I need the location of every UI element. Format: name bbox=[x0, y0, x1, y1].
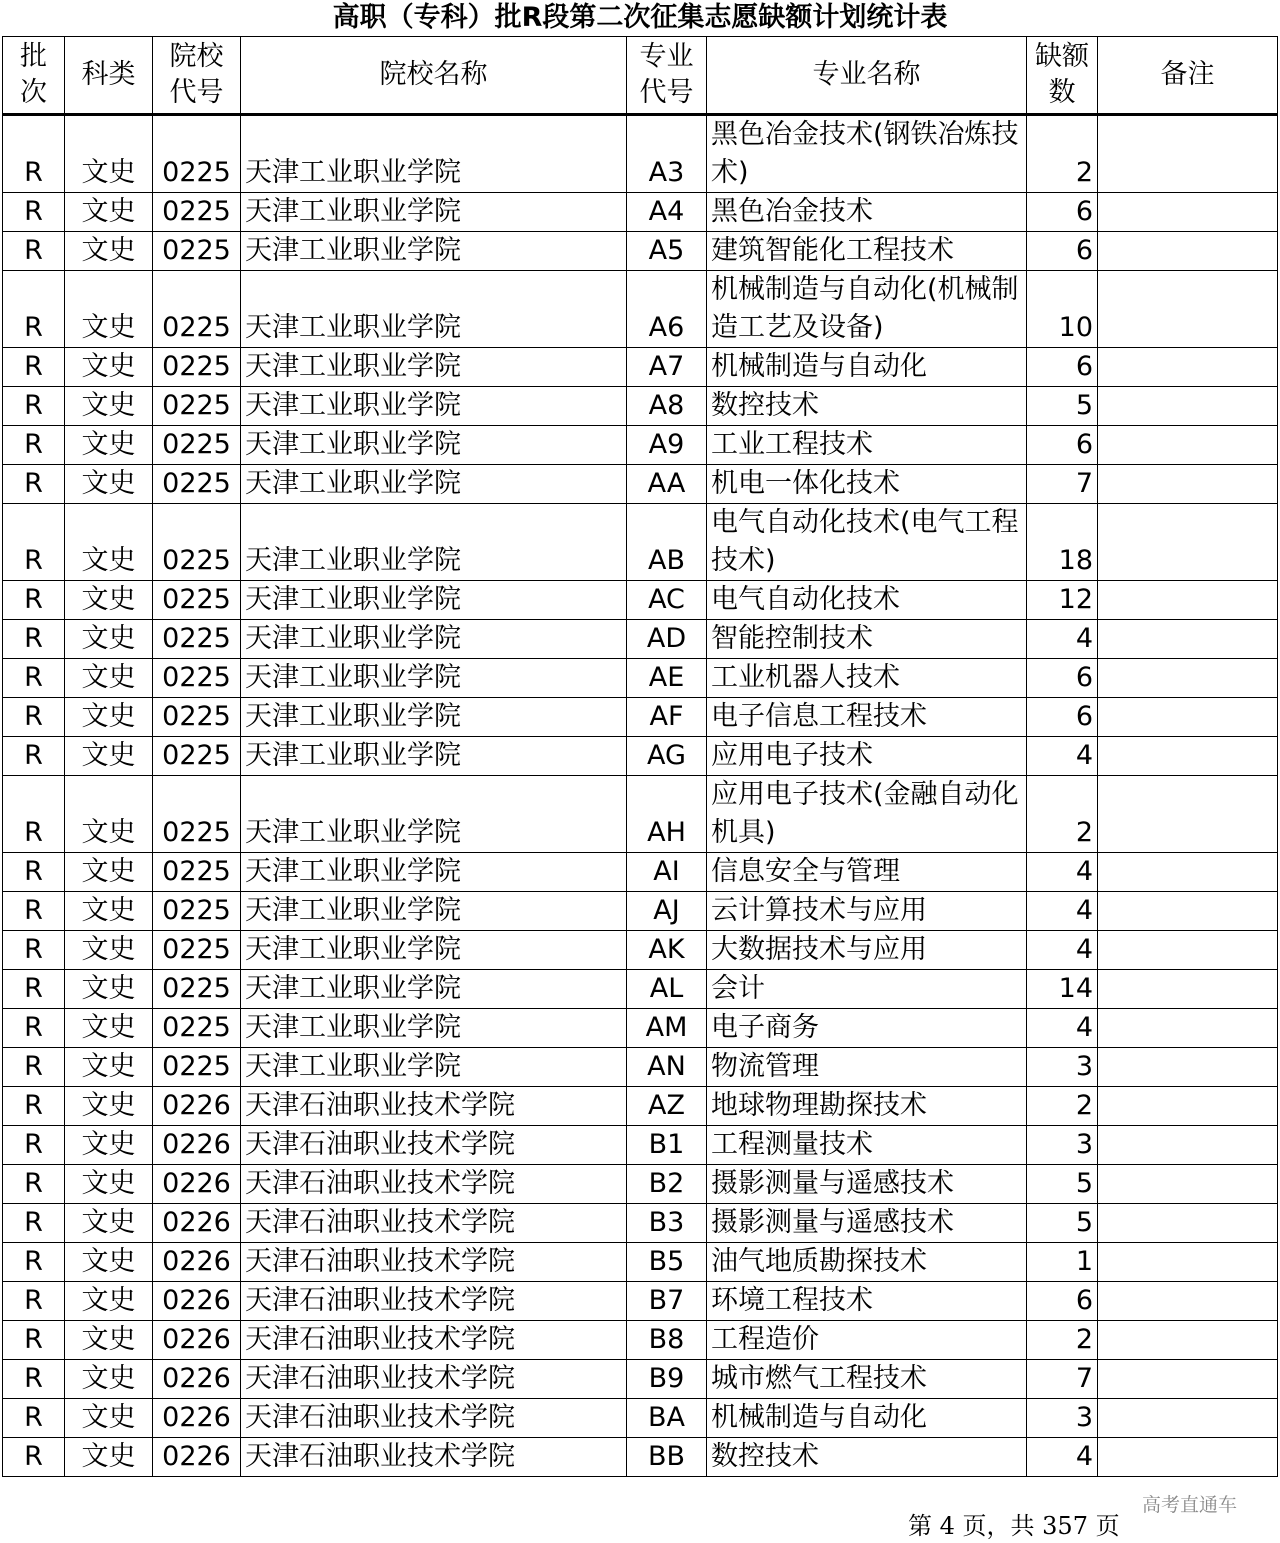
cell-batch: R bbox=[3, 348, 65, 387]
table-row bbox=[3, 1282, 1278, 1321]
cell-school-code: 0225 bbox=[153, 504, 241, 581]
cell-school-name: 天津工业职业学院 bbox=[241, 348, 627, 387]
cell-batch: R bbox=[3, 465, 65, 504]
cell-school-code: 0225 bbox=[153, 348, 241, 387]
cell-major-name: 信息安全与管理 bbox=[707, 853, 1027, 892]
cell-school-name: 天津工业职业学院 bbox=[241, 737, 627, 776]
cell-school-name: 天津石油职业技术学院 bbox=[241, 1165, 627, 1204]
cell-major-code: BA bbox=[627, 1399, 707, 1438]
table-row bbox=[3, 193, 1278, 232]
cell-major-code: AE bbox=[627, 659, 707, 698]
cell-vacancy: 4 bbox=[1027, 620, 1098, 659]
cell-batch: R bbox=[3, 737, 65, 776]
cell-category: 文史 bbox=[65, 1165, 153, 1204]
cell-major-code: AH bbox=[627, 776, 707, 853]
col-header-vacancy: 缺额数 bbox=[1027, 37, 1098, 115]
table-row bbox=[3, 1438, 1278, 1477]
col-header-major-name: 专业名称 bbox=[707, 37, 1027, 115]
cell-school-code: 0225 bbox=[153, 620, 241, 659]
cell-major-name: 摄影测量与遥感技术 bbox=[707, 1204, 1027, 1243]
cell-vacancy: 4 bbox=[1027, 892, 1098, 931]
cell-school-name: 天津工业职业学院 bbox=[241, 698, 627, 737]
cell-remark bbox=[1098, 853, 1278, 892]
cell-batch: R bbox=[3, 853, 65, 892]
cell-batch: R bbox=[3, 1165, 65, 1204]
cell-major-code: BB bbox=[627, 1438, 707, 1477]
cell-major-name: 物流管理 bbox=[707, 1048, 1027, 1087]
cell-category: 文史 bbox=[65, 387, 153, 426]
cell-batch: R bbox=[3, 1048, 65, 1087]
cell-batch: R bbox=[3, 1360, 65, 1399]
cell-category: 文史 bbox=[65, 776, 153, 853]
cell-category: 文史 bbox=[65, 426, 153, 465]
cell-remark bbox=[1098, 737, 1278, 776]
cell-major-code: AF bbox=[627, 698, 707, 737]
cell-school-code: 0225 bbox=[153, 1009, 241, 1048]
cell-school-code: 0226 bbox=[153, 1087, 241, 1126]
watermark: 高考直通车 bbox=[1142, 1494, 1238, 1516]
cell-school-code: 0225 bbox=[153, 115, 241, 193]
cell-vacancy: 4 bbox=[1027, 737, 1098, 776]
cell-major-name: 大数据技术与应用 bbox=[707, 931, 1027, 970]
table-row bbox=[3, 387, 1278, 426]
cell-school-name: 天津工业职业学院 bbox=[241, 271, 627, 348]
table-row bbox=[3, 776, 1278, 853]
cell-major-code: AJ bbox=[627, 892, 707, 931]
cell-school-code: 0225 bbox=[153, 1048, 241, 1087]
cell-category: 文史 bbox=[65, 970, 153, 1009]
cell-major-code: AD bbox=[627, 620, 707, 659]
table-body bbox=[3, 115, 1278, 1477]
cell-major-code: AG bbox=[627, 737, 707, 776]
cell-category: 文史 bbox=[65, 892, 153, 931]
page-footer: 第 4 页，共 357 页 bbox=[908, 1512, 1120, 1540]
table-row bbox=[3, 504, 1278, 581]
cell-school-name: 天津工业职业学院 bbox=[241, 504, 627, 581]
cell-major-code: B8 bbox=[627, 1321, 707, 1360]
table-row bbox=[3, 698, 1278, 737]
cell-category: 文史 bbox=[65, 271, 153, 348]
cell-remark bbox=[1098, 1399, 1278, 1438]
cell-batch: R bbox=[3, 115, 65, 193]
cell-major-name: 机电一体化技术 bbox=[707, 465, 1027, 504]
cell-remark bbox=[1098, 1165, 1278, 1204]
cell-school-name: 天津工业职业学院 bbox=[241, 232, 627, 271]
cell-major-name: 智能控制技术 bbox=[707, 620, 1027, 659]
cell-vacancy: 6 bbox=[1027, 1282, 1098, 1321]
cell-school-name: 天津工业职业学院 bbox=[241, 1009, 627, 1048]
cell-school-code: 0226 bbox=[153, 1438, 241, 1477]
cell-remark bbox=[1098, 1048, 1278, 1087]
col-header-school-code: 院校代号 bbox=[153, 37, 241, 115]
col-header-school-name: 院校名称 bbox=[241, 37, 627, 115]
table-row bbox=[3, 232, 1278, 271]
table-row bbox=[3, 737, 1278, 776]
cell-batch: R bbox=[3, 970, 65, 1009]
cell-category: 文史 bbox=[65, 1204, 153, 1243]
table-row bbox=[3, 659, 1278, 698]
cell-major-name: 摄影测量与遥感技术 bbox=[707, 1165, 1027, 1204]
cell-batch: R bbox=[3, 1399, 65, 1438]
cell-school-code: 0226 bbox=[153, 1165, 241, 1204]
cell-school-code: 0225 bbox=[153, 659, 241, 698]
cell-school-code: 0225 bbox=[153, 387, 241, 426]
cell-batch: R bbox=[3, 1321, 65, 1360]
cell-school-code: 0225 bbox=[153, 581, 241, 620]
cell-major-code: AB bbox=[627, 504, 707, 581]
table-row bbox=[3, 115, 1278, 193]
cell-category: 文史 bbox=[65, 737, 153, 776]
cell-vacancy: 2 bbox=[1027, 1087, 1098, 1126]
cell-major-code: AC bbox=[627, 581, 707, 620]
cell-major-code: AL bbox=[627, 970, 707, 1009]
cell-batch: R bbox=[3, 698, 65, 737]
cell-vacancy: 3 bbox=[1027, 1126, 1098, 1165]
cell-remark bbox=[1098, 698, 1278, 737]
cell-batch: R bbox=[3, 232, 65, 271]
cell-category: 文史 bbox=[65, 1126, 153, 1165]
table-row bbox=[3, 853, 1278, 892]
cell-remark bbox=[1098, 1204, 1278, 1243]
cell-category: 文史 bbox=[65, 931, 153, 970]
cell-major-code: B3 bbox=[627, 1204, 707, 1243]
cell-batch: R bbox=[3, 892, 65, 931]
cell-remark bbox=[1098, 426, 1278, 465]
cell-vacancy: 2 bbox=[1027, 776, 1098, 853]
cell-category: 文史 bbox=[65, 1243, 153, 1282]
header-row bbox=[3, 37, 1278, 115]
cell-remark bbox=[1098, 1126, 1278, 1165]
cell-major-name: 工业机器人技术 bbox=[707, 659, 1027, 698]
table-row bbox=[3, 892, 1278, 931]
cell-major-name: 云计算技术与应用 bbox=[707, 892, 1027, 931]
cell-major-code: A3 bbox=[627, 115, 707, 193]
cell-remark bbox=[1098, 193, 1278, 232]
cell-remark bbox=[1098, 1438, 1278, 1477]
cell-major-name: 应用电子技术(金融自动化机具) bbox=[707, 776, 1027, 853]
cell-category: 文史 bbox=[65, 1087, 153, 1126]
cell-category: 文史 bbox=[65, 465, 153, 504]
cell-school-name: 天津工业职业学院 bbox=[241, 193, 627, 232]
table-row bbox=[3, 1165, 1278, 1204]
cell-vacancy: 18 bbox=[1027, 504, 1098, 581]
cell-batch: R bbox=[3, 1243, 65, 1282]
cell-batch: R bbox=[3, 581, 65, 620]
page-title: 高职（专科）批R段第二次征集志愿缺额计划统计表 bbox=[332, 2, 948, 33]
cell-school-code: 0226 bbox=[153, 1204, 241, 1243]
table-row bbox=[3, 620, 1278, 659]
cell-major-name: 电子信息工程技术 bbox=[707, 698, 1027, 737]
cell-school-name: 天津工业职业学院 bbox=[241, 970, 627, 1009]
cell-remark bbox=[1098, 970, 1278, 1009]
cell-vacancy: 4 bbox=[1027, 1438, 1098, 1477]
cell-major-code: A9 bbox=[627, 426, 707, 465]
cell-vacancy: 1 bbox=[1027, 1243, 1098, 1282]
cell-school-name: 天津工业职业学院 bbox=[241, 387, 627, 426]
cell-major-name: 建筑智能化工程技术 bbox=[707, 232, 1027, 271]
cell-vacancy: 2 bbox=[1027, 115, 1098, 193]
cell-remark bbox=[1098, 1009, 1278, 1048]
cell-vacancy: 3 bbox=[1027, 1399, 1098, 1438]
cell-vacancy: 12 bbox=[1027, 581, 1098, 620]
cell-vacancy: 5 bbox=[1027, 387, 1098, 426]
cell-batch: R bbox=[3, 387, 65, 426]
cell-school-name: 天津石油职业技术学院 bbox=[241, 1321, 627, 1360]
table-row bbox=[3, 465, 1278, 504]
cell-remark bbox=[1098, 232, 1278, 271]
cell-category: 文史 bbox=[65, 504, 153, 581]
cell-school-name: 天津工业职业学院 bbox=[241, 659, 627, 698]
cell-vacancy: 6 bbox=[1027, 232, 1098, 271]
cell-major-name: 黑色冶金技术(钢铁冶炼技术) bbox=[707, 115, 1027, 193]
cell-batch: R bbox=[3, 1282, 65, 1321]
table-row bbox=[3, 1126, 1278, 1165]
cell-category: 文史 bbox=[65, 659, 153, 698]
cell-remark bbox=[1098, 271, 1278, 348]
cell-major-code: B2 bbox=[627, 1165, 707, 1204]
cell-school-name: 天津工业职业学院 bbox=[241, 853, 627, 892]
cell-vacancy: 2 bbox=[1027, 1321, 1098, 1360]
cell-major-name: 工程测量技术 bbox=[707, 1126, 1027, 1165]
cell-category: 文史 bbox=[65, 232, 153, 271]
cell-vacancy: 7 bbox=[1027, 1360, 1098, 1399]
cell-batch: R bbox=[3, 1204, 65, 1243]
cell-school-name: 天津工业职业学院 bbox=[241, 931, 627, 970]
cell-category: 文史 bbox=[65, 698, 153, 737]
cell-school-code: 0225 bbox=[153, 193, 241, 232]
cell-school-name: 天津工业职业学院 bbox=[241, 115, 627, 193]
table-row bbox=[3, 426, 1278, 465]
cell-vacancy: 6 bbox=[1027, 659, 1098, 698]
cell-school-code: 0225 bbox=[153, 853, 241, 892]
cell-school-code: 0226 bbox=[153, 1243, 241, 1282]
table-row bbox=[3, 970, 1278, 1009]
cell-vacancy: 5 bbox=[1027, 1165, 1098, 1204]
cell-major-name: 工程造价 bbox=[707, 1321, 1027, 1360]
cell-school-code: 0225 bbox=[153, 776, 241, 853]
cell-major-code: AZ bbox=[627, 1087, 707, 1126]
cell-category: 文史 bbox=[65, 620, 153, 659]
cell-school-name: 天津石油职业技术学院 bbox=[241, 1087, 627, 1126]
cell-major-name: 应用电子技术 bbox=[707, 737, 1027, 776]
cell-remark bbox=[1098, 659, 1278, 698]
cell-batch: R bbox=[3, 931, 65, 970]
cell-school-name: 天津石油职业技术学院 bbox=[241, 1204, 627, 1243]
cell-category: 文史 bbox=[65, 1282, 153, 1321]
cell-vacancy: 4 bbox=[1027, 931, 1098, 970]
cell-school-name: 天津工业职业学院 bbox=[241, 581, 627, 620]
cell-vacancy: 6 bbox=[1027, 426, 1098, 465]
cell-category: 文史 bbox=[65, 1399, 153, 1438]
cell-school-code: 0226 bbox=[153, 1282, 241, 1321]
cell-remark bbox=[1098, 1282, 1278, 1321]
cell-batch: R bbox=[3, 776, 65, 853]
table-row bbox=[3, 1399, 1278, 1438]
cell-major-name: 电子商务 bbox=[707, 1009, 1027, 1048]
cell-vacancy: 4 bbox=[1027, 1009, 1098, 1048]
cell-batch: R bbox=[3, 620, 65, 659]
cell-school-code: 0225 bbox=[153, 465, 241, 504]
cell-remark bbox=[1098, 892, 1278, 931]
cell-remark bbox=[1098, 776, 1278, 853]
cell-remark bbox=[1098, 931, 1278, 970]
cell-school-code: 0225 bbox=[153, 698, 241, 737]
cell-category: 文史 bbox=[65, 348, 153, 387]
cell-batch: R bbox=[3, 659, 65, 698]
cell-category: 文史 bbox=[65, 1360, 153, 1399]
cell-major-name: 机械制造与自动化 bbox=[707, 1399, 1027, 1438]
cell-school-code: 0225 bbox=[153, 232, 241, 271]
cell-major-code: A7 bbox=[627, 348, 707, 387]
cell-remark bbox=[1098, 581, 1278, 620]
cell-major-name: 机械制造与自动化 bbox=[707, 348, 1027, 387]
table-row bbox=[3, 1360, 1278, 1399]
cell-vacancy: 6 bbox=[1027, 698, 1098, 737]
cell-category: 文史 bbox=[65, 115, 153, 193]
cell-major-code: AK bbox=[627, 931, 707, 970]
cell-school-name: 天津工业职业学院 bbox=[241, 892, 627, 931]
col-header-batch: 批次 bbox=[3, 37, 65, 115]
col-header-category: 科类 bbox=[65, 37, 153, 115]
cell-vacancy: 5 bbox=[1027, 1204, 1098, 1243]
cell-school-code: 0225 bbox=[153, 737, 241, 776]
cell-category: 文史 bbox=[65, 1438, 153, 1477]
cell-major-name: 机械制造与自动化(机械制造工艺及设备) bbox=[707, 271, 1027, 348]
table-row bbox=[3, 581, 1278, 620]
cell-major-name: 电气自动化技术(电气工程技术) bbox=[707, 504, 1027, 581]
cell-category: 文史 bbox=[65, 1321, 153, 1360]
cell-remark bbox=[1098, 1321, 1278, 1360]
cell-school-code: 0225 bbox=[153, 426, 241, 465]
cell-school-name: 天津工业职业学院 bbox=[241, 620, 627, 659]
table-row bbox=[3, 1087, 1278, 1126]
cell-school-name: 天津工业职业学院 bbox=[241, 776, 627, 853]
cell-remark bbox=[1098, 387, 1278, 426]
cell-major-name: 城市燃气工程技术 bbox=[707, 1360, 1027, 1399]
cell-category: 文史 bbox=[65, 193, 153, 232]
col-header-remark: 备注 bbox=[1098, 37, 1278, 115]
cell-school-code: 0226 bbox=[153, 1399, 241, 1438]
cell-school-name: 天津工业职业学院 bbox=[241, 1048, 627, 1087]
cell-school-code: 0226 bbox=[153, 1126, 241, 1165]
cell-major-code: AN bbox=[627, 1048, 707, 1087]
cell-major-code: B5 bbox=[627, 1243, 707, 1282]
cell-category: 文史 bbox=[65, 853, 153, 892]
cell-category: 文史 bbox=[65, 1048, 153, 1087]
table-row bbox=[3, 931, 1278, 970]
cell-major-code: B9 bbox=[627, 1360, 707, 1399]
cell-vacancy: 6 bbox=[1027, 193, 1098, 232]
cell-batch: R bbox=[3, 1438, 65, 1477]
table-row bbox=[3, 1243, 1278, 1282]
cell-major-name: 黑色冶金技术 bbox=[707, 193, 1027, 232]
cell-school-name: 天津石油职业技术学院 bbox=[241, 1399, 627, 1438]
table-row bbox=[3, 348, 1278, 387]
table-row bbox=[3, 1009, 1278, 1048]
col-header-major-code: 专业代号 bbox=[627, 37, 707, 115]
cell-school-code: 0225 bbox=[153, 271, 241, 348]
cell-school-name: 天津石油职业技术学院 bbox=[241, 1243, 627, 1282]
table-row bbox=[3, 271, 1278, 348]
cell-school-name: 天津石油职业技术学院 bbox=[241, 1360, 627, 1399]
cell-major-code: A6 bbox=[627, 271, 707, 348]
cell-school-name: 天津石油职业技术学院 bbox=[241, 1438, 627, 1477]
cell-major-code: A8 bbox=[627, 387, 707, 426]
cell-major-code: AI bbox=[627, 853, 707, 892]
cell-remark bbox=[1098, 115, 1278, 193]
cell-batch: R bbox=[3, 504, 65, 581]
table-row bbox=[3, 1048, 1278, 1087]
cell-major-code: A4 bbox=[627, 193, 707, 232]
cell-major-code: A5 bbox=[627, 232, 707, 271]
cell-major-name: 环境工程技术 bbox=[707, 1282, 1027, 1321]
cell-category: 文史 bbox=[65, 1009, 153, 1048]
cell-major-name: 工业工程技术 bbox=[707, 426, 1027, 465]
vacancy-table bbox=[2, 36, 1278, 1477]
table-row bbox=[3, 1321, 1278, 1360]
cell-major-name: 电气自动化技术 bbox=[707, 581, 1027, 620]
cell-category: 文史 bbox=[65, 581, 153, 620]
cell-vacancy: 7 bbox=[1027, 465, 1098, 504]
cell-remark bbox=[1098, 504, 1278, 581]
cell-school-code: 0226 bbox=[153, 1360, 241, 1399]
cell-vacancy: 14 bbox=[1027, 970, 1098, 1009]
cell-remark bbox=[1098, 1360, 1278, 1399]
cell-school-code: 0226 bbox=[153, 1321, 241, 1360]
cell-major-name: 地球物理勘探技术 bbox=[707, 1087, 1027, 1126]
cell-batch: R bbox=[3, 1126, 65, 1165]
cell-vacancy: 4 bbox=[1027, 853, 1098, 892]
cell-vacancy: 3 bbox=[1027, 1048, 1098, 1087]
cell-batch: R bbox=[3, 426, 65, 465]
cell-major-code: B1 bbox=[627, 1126, 707, 1165]
cell-remark bbox=[1098, 1243, 1278, 1282]
cell-school-name: 天津工业职业学院 bbox=[241, 465, 627, 504]
cell-remark bbox=[1098, 348, 1278, 387]
cell-batch: R bbox=[3, 193, 65, 232]
cell-remark bbox=[1098, 465, 1278, 504]
cell-major-name: 油气地质勘探技术 bbox=[707, 1243, 1027, 1282]
cell-batch: R bbox=[3, 1009, 65, 1048]
cell-vacancy: 6 bbox=[1027, 348, 1098, 387]
cell-major-code: AA bbox=[627, 465, 707, 504]
cell-remark bbox=[1098, 1087, 1278, 1126]
cell-major-code: B7 bbox=[627, 1282, 707, 1321]
cell-major-name: 数控技术 bbox=[707, 1438, 1027, 1477]
cell-major-code: AM bbox=[627, 1009, 707, 1048]
table-row bbox=[3, 1204, 1278, 1243]
cell-school-name: 天津石油职业技术学院 bbox=[241, 1282, 627, 1321]
cell-school-code: 0225 bbox=[153, 931, 241, 970]
cell-school-code: 0225 bbox=[153, 970, 241, 1009]
cell-school-name: 天津工业职业学院 bbox=[241, 426, 627, 465]
cell-vacancy: 10 bbox=[1027, 271, 1098, 348]
cell-remark bbox=[1098, 620, 1278, 659]
cell-major-name: 数控技术 bbox=[707, 387, 1027, 426]
cell-school-code: 0225 bbox=[153, 892, 241, 931]
cell-batch: R bbox=[3, 271, 65, 348]
cell-major-name: 会计 bbox=[707, 970, 1027, 1009]
cell-batch: R bbox=[3, 1087, 65, 1126]
cell-school-name: 天津石油职业技术学院 bbox=[241, 1126, 627, 1165]
